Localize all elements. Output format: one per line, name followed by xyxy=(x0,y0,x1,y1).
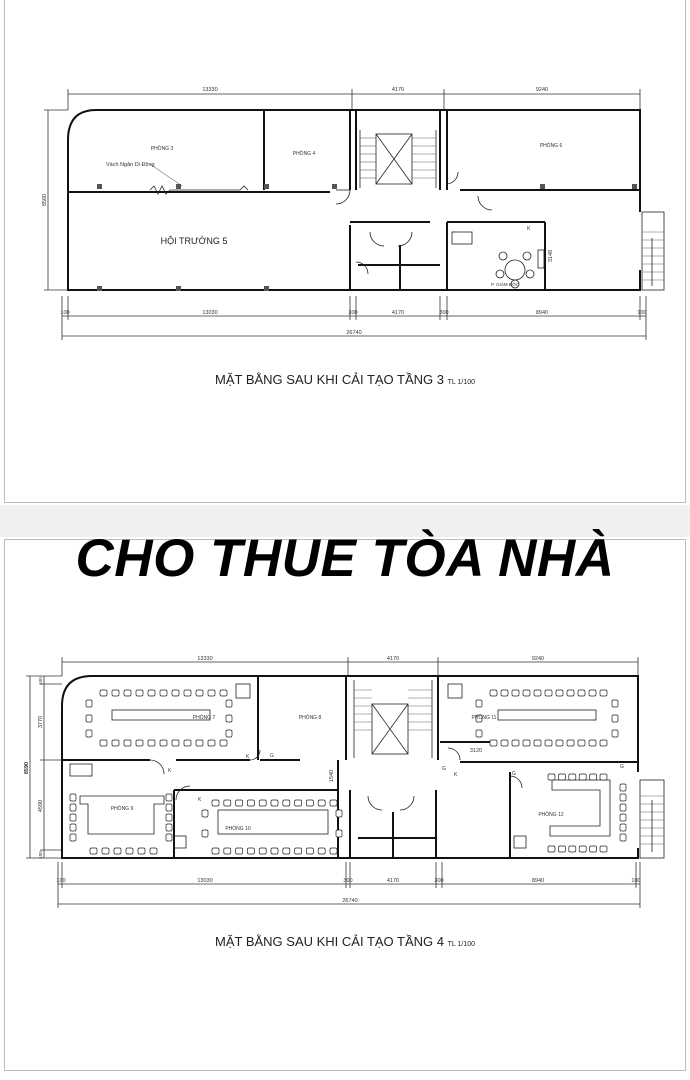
floor4-plan xyxy=(0,640,690,920)
dim-top-3: 9240 xyxy=(535,87,549,93)
marker-k-3: K xyxy=(198,797,202,803)
chair-icon xyxy=(271,848,278,854)
room-phong-8: PHÒNG 8 xyxy=(298,715,322,721)
marker-g-2: G xyxy=(442,766,446,772)
chair-icon xyxy=(208,740,215,746)
chair-icon xyxy=(102,848,109,854)
dim-bottom-4: 4170 xyxy=(391,310,405,316)
floor4-title-text: MẶT BẰNG SAU KHI CẢI TẠO TẦNG 4 xyxy=(215,934,444,949)
chair-icon xyxy=(196,690,203,696)
chair-icon xyxy=(100,690,107,696)
marker-g-3: G xyxy=(512,771,516,777)
f4-dim-bottom-6: 8940 xyxy=(531,878,545,884)
chair-icon xyxy=(295,800,302,806)
chair-icon xyxy=(620,794,626,801)
chair-icon xyxy=(336,810,342,817)
marker-k-1: K xyxy=(168,768,172,774)
marker-k-2: K xyxy=(246,754,250,760)
chair-icon xyxy=(202,810,208,817)
dim-height: 8560 xyxy=(42,193,48,207)
marker-k-4: K xyxy=(454,772,458,778)
chair-icon xyxy=(336,830,342,837)
chair-icon xyxy=(136,690,143,696)
chair-icon xyxy=(70,804,76,811)
chair-icon xyxy=(590,774,597,780)
room-hall-5: HỘI TRƯỜNG 5 xyxy=(160,236,228,246)
f4-dim-3120: 3120 xyxy=(469,748,483,754)
chair-icon xyxy=(612,700,618,707)
chair-icon xyxy=(558,774,565,780)
floor3-scale: TL 1/100 xyxy=(447,379,475,386)
chair-icon xyxy=(556,740,563,746)
dim-total: 26740 xyxy=(346,330,362,336)
chair-icon xyxy=(620,834,626,841)
chair-icon xyxy=(172,740,179,746)
chair-icon xyxy=(150,848,157,854)
chair-icon xyxy=(138,848,145,854)
room-phong-7: PHÒNG 7 xyxy=(192,715,216,721)
chair-icon xyxy=(620,824,626,831)
chair-icon xyxy=(548,774,555,780)
chair-icon xyxy=(306,800,313,806)
partition-label: Vách Ngăn Di Động xyxy=(106,162,155,168)
chair-icon xyxy=(476,730,482,737)
chair-icon xyxy=(226,700,232,707)
chair-icon xyxy=(226,715,232,722)
chair-icon xyxy=(590,846,597,852)
f4-dim-top-1: 13330 xyxy=(197,656,213,662)
chair-icon xyxy=(236,800,243,806)
chair-icon xyxy=(534,740,541,746)
marker-g-1: G xyxy=(270,753,274,759)
room-phong-9: PHÒNG 9 xyxy=(110,806,134,812)
f4-dim-top-3: 9240 xyxy=(531,656,545,662)
chair-icon xyxy=(114,848,121,854)
chair-icon xyxy=(512,740,519,746)
chair-icon xyxy=(567,690,574,696)
chair-icon xyxy=(212,848,219,854)
chair-icon xyxy=(100,740,107,746)
chair-icon xyxy=(172,690,179,696)
chair-icon xyxy=(259,848,266,854)
chair-icon xyxy=(212,800,219,806)
floor4-scale: TL 1/100 xyxy=(447,941,475,948)
chair-icon xyxy=(578,690,585,696)
chair-icon xyxy=(202,830,208,837)
chair-icon xyxy=(86,730,92,737)
chair-icon xyxy=(600,774,607,780)
chair-icon xyxy=(86,715,92,722)
f4-dim-bottom-2: 13030 xyxy=(197,878,213,884)
f4-dim-height: 8590 xyxy=(24,761,30,775)
chair-icon xyxy=(578,740,585,746)
chair-icon xyxy=(534,690,541,696)
dim-inner: 3148 xyxy=(548,249,554,263)
chair-icon xyxy=(330,848,337,854)
chairs-layer xyxy=(70,690,626,854)
chair-icon xyxy=(184,690,191,696)
chair-icon xyxy=(589,740,596,746)
chair-icon xyxy=(70,814,76,821)
chair-icon xyxy=(148,740,155,746)
f4-dim-bottom-3: 300 xyxy=(343,878,353,884)
chair-icon xyxy=(247,800,254,806)
chair-icon xyxy=(166,794,172,801)
chair-icon xyxy=(271,800,278,806)
chair-icon xyxy=(318,848,325,854)
marker-g-4: G xyxy=(620,764,624,770)
chair-icon xyxy=(166,824,172,831)
chair-icon xyxy=(548,846,555,852)
dim-bottom-5: 300 xyxy=(439,310,449,316)
chair-icon xyxy=(545,740,552,746)
chair-icon xyxy=(166,834,172,841)
chair-icon xyxy=(558,846,565,852)
chair-icon xyxy=(283,800,290,806)
dim-bottom-1: 100 xyxy=(60,310,70,316)
chair-icon xyxy=(490,740,497,746)
chair-icon xyxy=(318,800,325,806)
chair-icon xyxy=(226,730,232,737)
chair-icon xyxy=(306,848,313,854)
chair-icon xyxy=(224,800,231,806)
chair-icon xyxy=(501,740,508,746)
chair-icon xyxy=(160,690,167,696)
chair-icon xyxy=(612,715,618,722)
room-phong-11: PHÒNG 11 xyxy=(471,715,497,721)
chair-icon xyxy=(184,740,191,746)
floor3-title xyxy=(0,372,690,387)
dim-bottom-3: 300 xyxy=(348,310,358,316)
chair-icon xyxy=(579,774,586,780)
f4-dim-left-1: 100 xyxy=(38,677,43,685)
room-phong-6: PHÒNG 6 xyxy=(539,143,563,149)
chair-icon xyxy=(148,690,155,696)
f4-dim-left-3: 4590 xyxy=(38,799,44,813)
chair-icon xyxy=(600,846,607,852)
chair-icon xyxy=(523,690,530,696)
chair-icon xyxy=(589,690,596,696)
chair-icon xyxy=(490,690,497,696)
chair-icon xyxy=(220,690,227,696)
floor3-plan xyxy=(0,0,690,360)
chair-icon xyxy=(208,690,215,696)
dim-top-1: 13330 xyxy=(202,87,218,93)
chair-icon xyxy=(569,846,576,852)
chair-icon xyxy=(112,740,119,746)
chair-icon xyxy=(523,740,530,746)
chair-icon xyxy=(620,814,626,821)
chair-icon xyxy=(556,690,563,696)
floor4-title xyxy=(0,934,690,949)
chair-icon xyxy=(70,824,76,831)
chair-icon xyxy=(247,848,254,854)
chair-icon xyxy=(196,740,203,746)
chair-icon xyxy=(166,804,172,811)
chair-icon xyxy=(112,690,119,696)
chair-icon xyxy=(620,784,626,791)
chair-icon xyxy=(295,848,302,854)
chair-icon xyxy=(70,794,76,801)
chair-icon xyxy=(612,730,618,737)
room-director: P. GIÁM ĐỐC xyxy=(491,282,519,287)
f4-dim-bottom-4: 4170 xyxy=(386,878,400,884)
dim-top-2: 4170 xyxy=(391,87,405,93)
chair-icon xyxy=(70,834,76,841)
f4-dim-bottom-5: 300 xyxy=(434,878,444,884)
f4-dim-total: 26740 xyxy=(342,898,358,904)
chair-icon xyxy=(512,690,519,696)
chair-icon xyxy=(236,848,243,854)
chair-icon xyxy=(124,690,131,696)
chair-icon xyxy=(620,804,626,811)
chair-icon xyxy=(600,740,607,746)
room-phong-4: PHÒNG 4 xyxy=(292,151,316,157)
room-phong-10: PHÒNG 10 xyxy=(225,826,251,832)
dim-bottom-6: 8940 xyxy=(535,310,549,316)
chair-icon xyxy=(220,740,227,746)
chair-icon xyxy=(567,740,574,746)
chair-icon xyxy=(501,690,508,696)
f4-dim-1540: 1540 xyxy=(329,769,335,783)
f4-dim-top-2: 4170 xyxy=(386,656,400,662)
chair-icon xyxy=(90,848,97,854)
chair-icon xyxy=(160,740,167,746)
chair-icon xyxy=(283,848,290,854)
room-phong-3: PHÒNG 3 xyxy=(150,146,174,152)
f4-dim-left-2: 3770 xyxy=(38,715,44,729)
dim-bottom-7: 100 xyxy=(637,310,647,316)
room-phong-12: PHÒNG 12 xyxy=(538,812,564,818)
chair-icon xyxy=(126,848,133,854)
chair-icon xyxy=(86,700,92,707)
f4-dim-left-4: 100 xyxy=(38,851,43,859)
chair-icon xyxy=(259,800,266,806)
chair-icon xyxy=(166,814,172,821)
chair-icon xyxy=(136,740,143,746)
chair-icon xyxy=(579,846,586,852)
rent-banner: CHO THUE TÒA NHÀ xyxy=(75,529,615,588)
chair-icon xyxy=(569,774,576,780)
chair-icon xyxy=(330,800,337,806)
floor3-title-text: MẶT BẰNG SAU KHI CẢI TẠO TẦNG 3 xyxy=(215,372,444,387)
chair-icon xyxy=(124,740,131,746)
chair-icon xyxy=(600,690,607,696)
f4-dim-bottom-1: 100 xyxy=(56,878,66,884)
dim-bottom-2: 13030 xyxy=(202,310,218,316)
f4-dim-bottom-7: 100 xyxy=(631,878,641,884)
marker-k: K xyxy=(527,226,531,232)
chair-icon xyxy=(476,700,482,707)
chair-icon xyxy=(545,690,552,696)
chair-icon xyxy=(224,848,231,854)
